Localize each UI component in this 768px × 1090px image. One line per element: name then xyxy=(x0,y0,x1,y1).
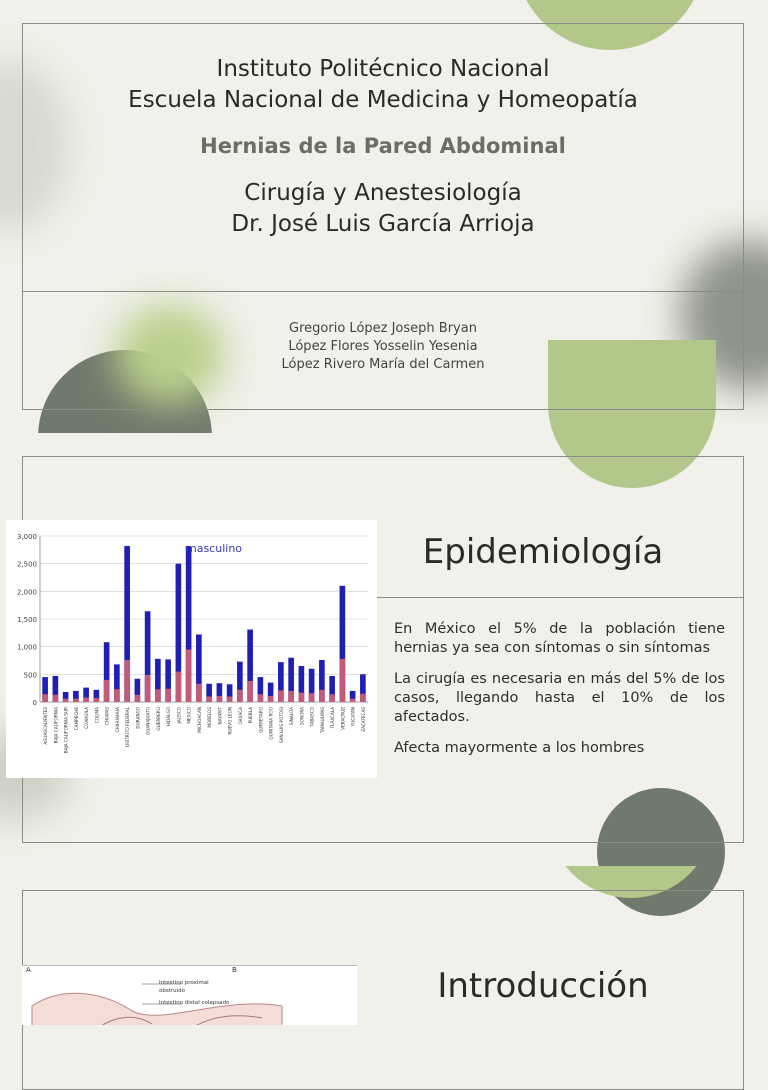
bar-segment xyxy=(145,675,151,702)
x-tick-label: MEXICO xyxy=(186,707,192,724)
bar-segment xyxy=(227,696,233,702)
bar-segment xyxy=(53,695,59,702)
bar-segment xyxy=(155,689,161,702)
bar-segment xyxy=(360,694,366,702)
figure-label-distal: Intestino distal colapsado xyxy=(159,1000,230,1006)
bar-segment xyxy=(63,699,69,702)
x-tick-label: SINALOA xyxy=(289,707,295,726)
bar-segment xyxy=(114,689,120,702)
bar-segment xyxy=(135,695,141,702)
students-list xyxy=(23,320,743,374)
epidemiology-text xyxy=(394,620,725,770)
section-heading: Introducción xyxy=(437,966,649,1006)
student-name: López Flores Yosselin Yesenia xyxy=(288,339,478,354)
intestine-figure xyxy=(22,965,357,1025)
bar-segment xyxy=(237,690,243,702)
x-tick-label: YUCATAN xyxy=(350,707,356,727)
y-tick-label: 3,000 xyxy=(16,533,37,541)
y-tick-label: 1,000 xyxy=(16,643,37,652)
bar-segment xyxy=(299,693,305,702)
bar-segment xyxy=(42,694,48,702)
x-tick-label: AGUASCALIENTES xyxy=(43,707,49,745)
bar-segment xyxy=(350,699,356,702)
bar-segment xyxy=(165,689,171,702)
chart-annotation: masculino xyxy=(186,542,243,555)
student-name: López Rivero María del Carmen xyxy=(281,357,485,372)
x-tick-label: CAMPECHE xyxy=(73,707,79,731)
x-tick-label: NAYARIT xyxy=(217,707,223,725)
x-tick-label: CHIAPAS xyxy=(104,707,110,725)
hernia-bar-chart xyxy=(6,520,377,778)
institution-name: Instituto Politécnico Nacional xyxy=(216,56,550,82)
x-tick-label: MORELOS xyxy=(207,707,213,728)
figure-label-proximal: Intestino proximal xyxy=(159,980,209,986)
x-tick-label: MICHOACAN xyxy=(196,707,202,733)
x-tick-label: GUANAJUATO xyxy=(145,707,151,735)
bar-segment xyxy=(319,690,325,702)
x-tick-label: DURANGO xyxy=(135,707,141,729)
bar-segment xyxy=(176,672,182,702)
bar-segment xyxy=(329,694,335,702)
bar-segment xyxy=(340,659,346,702)
panel-label-b: B xyxy=(232,966,237,974)
panel-label-a: A xyxy=(26,966,31,974)
x-tick-label: VERACRUZ xyxy=(340,707,346,730)
bar-segment xyxy=(309,693,315,702)
divider xyxy=(375,597,743,598)
chart-svg xyxy=(6,520,377,778)
paragraph: Afecta mayormente a los hombres xyxy=(394,740,645,756)
x-tick-label: ZACATECAS xyxy=(360,707,366,732)
x-tick-label: HIDALGO xyxy=(166,707,172,727)
x-tick-label: SAN LUIS POTOSI xyxy=(278,707,284,744)
bar-segment xyxy=(94,698,100,702)
y-tick-label: 0 xyxy=(32,699,37,707)
x-tick-label: JALISCO xyxy=(176,707,182,724)
school-name: Escuela Nacional de Medicina y Homeopatía xyxy=(128,87,638,113)
paragraph: La cirugía es necesaria en más del 5% de los casos, llegando hasta el 10% de los afectados. xyxy=(394,671,725,725)
title-slide xyxy=(22,23,744,410)
x-tick-label: NUEVO LEON xyxy=(227,707,233,735)
bar-segment xyxy=(206,696,212,702)
bar-segment xyxy=(124,660,130,702)
bar-segment xyxy=(186,649,192,702)
bar-segment xyxy=(217,696,223,702)
divider xyxy=(23,291,743,292)
bar-segment xyxy=(196,684,202,702)
bar-segment xyxy=(73,699,79,702)
section-heading: Epidemiología xyxy=(422,532,664,572)
x-tick-label: QUINTANA ROO xyxy=(268,707,274,740)
paragraph: En México el 5% de la población tiene hernias ya sea con síntomas o sin síntomas xyxy=(394,621,725,656)
bar-segment xyxy=(83,698,89,702)
bar-segment xyxy=(278,690,284,702)
y-tick-label: 1,500 xyxy=(16,616,37,624)
x-tick-label: OAXACA xyxy=(237,707,243,725)
x-tick-label: CHIHUAHUA xyxy=(114,707,120,733)
x-tick-label: COLIMA xyxy=(94,707,100,724)
title-block xyxy=(23,54,743,240)
x-tick-label: TLAXCALA xyxy=(330,707,336,729)
x-tick-label: TABASCO xyxy=(309,707,315,727)
bar-segment xyxy=(247,681,253,702)
x-tick-label: QUERETARO xyxy=(258,707,264,733)
bar-segment xyxy=(258,694,264,702)
x-tick-label: GUERRERO xyxy=(155,707,161,731)
figure-label-obstructed: obstruido xyxy=(159,988,186,994)
x-tick-label: BAJA CALIFORNIA xyxy=(53,707,59,744)
x-tick-label: PUEBLA xyxy=(248,707,254,724)
x-tick-label: DISTRITO FEDERAL xyxy=(125,707,131,747)
x-tick-label: COAHUILA xyxy=(84,707,90,729)
x-tick-label: SONORA xyxy=(299,707,305,725)
bar-segment xyxy=(104,680,110,702)
student-name: Gregorio López Joseph Bryan xyxy=(289,321,477,336)
y-tick-label: 500 xyxy=(23,671,37,680)
y-tick-label: 2,500 xyxy=(16,560,37,569)
x-tick-label: BAJA CALIFORNIA SUR xyxy=(63,707,69,754)
y-tick-label: 2,000 xyxy=(16,588,37,597)
bar-segment xyxy=(288,691,294,702)
course-name: Cirugía y Anestesiología xyxy=(244,180,522,206)
presentation-topic: Hernias de la Pared Abdominal xyxy=(200,134,566,158)
bar-segment xyxy=(268,696,274,702)
professor-name: Dr. José Luis García Arrioja xyxy=(231,211,535,237)
intestine-drawing xyxy=(22,966,357,1025)
x-tick-label: TAMAULIPAS xyxy=(319,707,325,733)
